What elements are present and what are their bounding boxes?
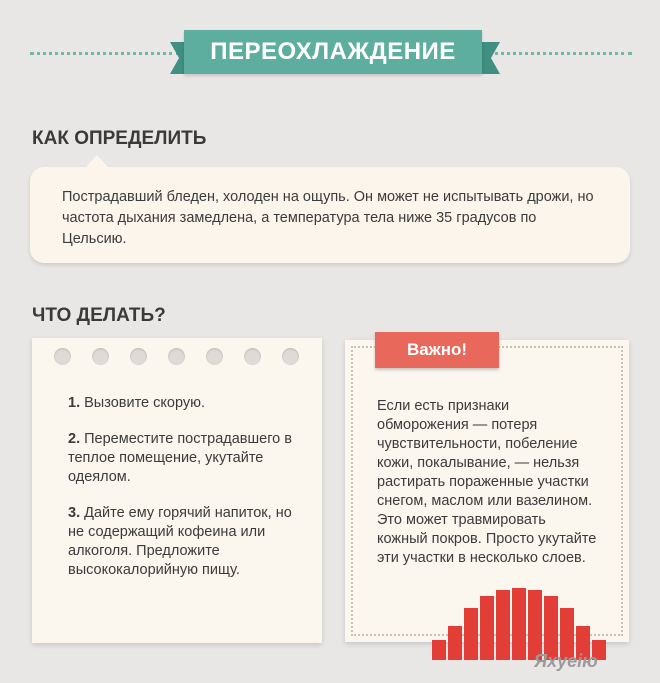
hole: [168, 348, 185, 365]
identify-heading: КАК ОПРЕДЕЛИТЬ: [32, 128, 207, 149]
hole: [92, 348, 109, 365]
step-number: 3.: [68, 505, 81, 521]
notebook-holes: [54, 348, 299, 365]
important-tag: Важно!: [375, 332, 499, 368]
page-title: ПЕРЕОХЛАЖДЕНИЕ: [210, 38, 456, 65]
hole: [130, 348, 147, 365]
hole: [282, 348, 299, 365]
divider-right: [482, 52, 632, 55]
identify-bubble: [30, 167, 630, 263]
identify-text: Пострадавший бледен, холоден на ощупь. Он может не испытывать дрожи, но частота дыхания замедлена, а температура тела ниже 35 градусов по Цельсию.: [62, 189, 594, 247]
important-text: Если есть признаки обморожения — потеря чувствительности, побеление кожи, покалывание, — нельзя растирать пораженные участки снегом, маслом или вазелином. Это может травмировать кожный покров. Просто укутайте эти участки в несколько слоев.: [377, 398, 597, 566]
steps-note: [32, 338, 322, 643]
list-item: [68, 504, 293, 580]
hole: [54, 348, 71, 365]
divider-left: [30, 52, 180, 55]
step-number: 2.: [68, 431, 81, 447]
bubble-tail: [85, 155, 109, 168]
step-text: Переместите пострадавшего в теплое помещение, укутайте одеялом.: [68, 431, 292, 485]
steps-list: [68, 394, 293, 597]
hole: [244, 348, 261, 365]
action-heading: ЧТО ДЕЛАТЬ?: [32, 305, 166, 326]
step-text: Вызовите скорую.: [80, 395, 206, 411]
hole: [206, 348, 223, 365]
page-title-banner: [184, 30, 482, 74]
watermark: Яхуеiю: [534, 651, 598, 671]
step-number: 1.: [68, 395, 81, 411]
postila-logo-icon: [432, 588, 632, 660]
step-text: Дайте ему горячий напиток, но не содержащий кофеина или алкоголя. Предложите высококалорийную пищу.: [68, 505, 292, 578]
list-item: [68, 394, 293, 413]
list-item: [68, 430, 293, 487]
